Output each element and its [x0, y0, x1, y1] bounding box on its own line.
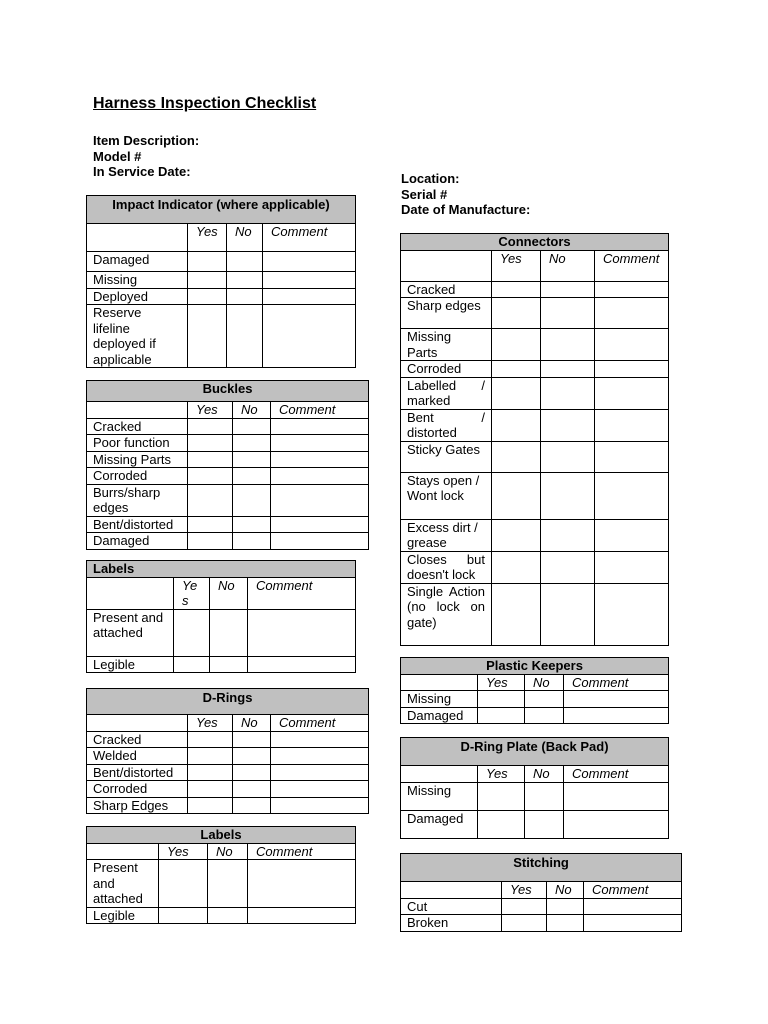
comment-cell[interactable] — [263, 272, 356, 289]
page-title: Harness Inspection Checklist — [93, 95, 317, 112]
yes-header: Yes — [502, 882, 547, 899]
row-label: Legible — [87, 656, 174, 673]
section-title: Connectors — [401, 234, 669, 251]
buckles-table — [86, 380, 369, 550]
comment-cell[interactable] — [271, 731, 369, 748]
no-cell[interactable] — [233, 516, 271, 533]
no-cell[interactable] — [541, 409, 595, 441]
yes-cell[interactable] — [174, 609, 210, 656]
no-header: No — [547, 882, 584, 899]
no-cell[interactable] — [208, 860, 248, 908]
no-cell[interactable] — [525, 810, 564, 838]
no-header: No — [208, 843, 248, 860]
comment-header: Comment — [248, 843, 356, 860]
yes-cell[interactable] — [478, 782, 525, 810]
no-cell[interactable] — [210, 656, 248, 673]
row-label: Cracked — [87, 731, 188, 748]
comment-cell[interactable] — [248, 860, 356, 908]
no-cell[interactable] — [541, 472, 595, 519]
no-cell[interactable] — [233, 418, 271, 435]
row-label: Corroded — [87, 781, 188, 798]
comment-header: Comment — [564, 674, 669, 691]
yes-cell[interactable] — [188, 516, 233, 533]
no-cell[interactable] — [541, 551, 595, 583]
comment-cell[interactable] — [271, 484, 369, 516]
item-fields — [93, 133, 199, 180]
row-label: Damaged — [401, 707, 478, 724]
yes-cell[interactable] — [492, 361, 541, 378]
comment-cell[interactable] — [564, 810, 669, 838]
no-cell[interactable] — [547, 915, 584, 932]
no-cell[interactable] — [233, 797, 271, 814]
no-cell[interactable] — [525, 691, 564, 708]
comment-cell[interactable] — [271, 468, 369, 485]
yes-cell[interactable] — [502, 915, 547, 932]
yes-header: Yes — [478, 766, 525, 783]
comment-header: Comment — [248, 577, 356, 609]
no-header: No — [227, 224, 263, 252]
stitching-table — [400, 853, 682, 932]
yes-cell[interactable] — [492, 298, 541, 329]
section-title: Plastic Keepers — [401, 658, 669, 675]
yes-cell[interactable] — [188, 418, 233, 435]
row-label: Present and attached — [87, 860, 159, 908]
yes-cell[interactable] — [492, 519, 541, 551]
yes-header: Yes — [174, 577, 210, 609]
item-description-label: Item Description: — [93, 133, 200, 148]
no-cell[interactable] — [541, 298, 595, 329]
no-cell[interactable] — [233, 748, 271, 765]
comment-cell[interactable] — [263, 288, 356, 305]
comment-header: Comment — [271, 715, 369, 732]
yes-cell[interactable] — [188, 435, 233, 452]
row-label: Bent / distorted — [401, 409, 492, 441]
impact-indicator-table — [86, 195, 356, 368]
comment-cell[interactable] — [248, 656, 356, 673]
yes-cell[interactable] — [159, 860, 208, 908]
row-label: Cut — [401, 898, 502, 915]
yes-cell[interactable] — [188, 484, 233, 516]
yes-cell[interactable] — [188, 533, 233, 550]
no-cell[interactable] — [541, 441, 595, 472]
row-label: Missing Parts — [401, 329, 492, 361]
row-label: Labelled / marked — [401, 377, 492, 409]
no-header: No — [210, 577, 248, 609]
comment-cell[interactable] — [564, 691, 669, 708]
yes-cell[interactable] — [478, 810, 525, 838]
row-label: Missing Parts — [87, 451, 188, 468]
yes-cell[interactable] — [492, 329, 541, 361]
d-rings-table — [86, 688, 369, 814]
connectors-table — [400, 233, 669, 646]
row-label: Cracked — [87, 418, 188, 435]
no-cell[interactable] — [233, 533, 271, 550]
comment-cell[interactable] — [263, 305, 356, 368]
comment-cell[interactable] — [595, 377, 669, 409]
no-cell[interactable] — [233, 435, 271, 452]
yes-cell[interactable] — [188, 748, 233, 765]
no-cell[interactable] — [541, 281, 595, 298]
section-title: Labels — [87, 561, 356, 578]
no-cell[interactable] — [525, 707, 564, 724]
row-label: Bent/distorted — [87, 764, 188, 781]
yes-cell[interactable] — [188, 252, 227, 272]
row-label: Damaged — [87, 252, 188, 272]
yes-header: Yes — [188, 224, 227, 252]
yes-cell[interactable] — [492, 409, 541, 441]
yes-cell[interactable] — [174, 656, 210, 673]
no-header: No — [233, 715, 271, 732]
comment-cell[interactable] — [564, 707, 669, 724]
row-label: Damaged — [401, 810, 478, 838]
comment-cell[interactable] — [271, 781, 369, 798]
comment-cell[interactable] — [248, 609, 356, 656]
comment-cell[interactable] — [271, 451, 369, 468]
section-title: Impact Indicator (where applicable) — [87, 196, 356, 224]
no-cell[interactable] — [233, 468, 271, 485]
row-label: Poor function — [87, 435, 188, 452]
comment-cell[interactable] — [271, 435, 369, 452]
no-cell[interactable] — [227, 305, 263, 368]
location-label: Location: — [401, 171, 460, 186]
model-label: Model # — [93, 148, 142, 164]
comment-cell[interactable] — [271, 418, 369, 435]
comment-cell[interactable] — [271, 748, 369, 765]
no-cell[interactable] — [541, 377, 595, 409]
row-label: Welded — [87, 748, 188, 765]
no-cell[interactable] — [541, 361, 595, 378]
yes-cell[interactable] — [159, 907, 208, 924]
yes-cell[interactable] — [188, 764, 233, 781]
no-cell[interactable] — [227, 272, 263, 289]
comment-cell[interactable] — [595, 441, 669, 472]
no-cell[interactable] — [541, 583, 595, 645]
yes-cell[interactable] — [492, 441, 541, 472]
comment-cell[interactable] — [248, 907, 356, 924]
yes-cell[interactable] — [188, 797, 233, 814]
yes-cell[interactable] — [188, 305, 227, 368]
comment-header: Comment — [271, 402, 369, 419]
row-label: Bent/distorted — [87, 516, 188, 533]
comment-cell[interactable] — [595, 551, 669, 583]
labels-table-1 — [86, 560, 356, 673]
no-cell[interactable] — [233, 731, 271, 748]
no-cell[interactable] — [233, 764, 271, 781]
row-label: Sticky Gates — [401, 441, 492, 472]
yes-header: Yes — [478, 674, 525, 691]
yes-header: Yes — [188, 715, 233, 732]
no-cell[interactable] — [233, 451, 271, 468]
date-of-manufacture-label: Date of Manufacture: — [401, 202, 531, 217]
row-label: Missing — [401, 782, 478, 810]
row-label: Single Action (no lock on gate) — [401, 583, 492, 645]
comment-cell[interactable] — [584, 898, 682, 915]
yes-cell[interactable] — [188, 781, 233, 798]
no-header: No — [541, 250, 595, 281]
yes-cell[interactable] — [188, 451, 233, 468]
no-header: No — [525, 674, 564, 691]
comment-cell[interactable] — [595, 519, 669, 551]
comment-cell[interactable] — [271, 533, 369, 550]
comment-header: Comment — [595, 250, 669, 281]
yes-cell[interactable] — [492, 377, 541, 409]
d-ring-plate-table — [400, 737, 669, 839]
comment-cell[interactable] — [595, 298, 669, 329]
row-label: Excess dirt / grease — [401, 519, 492, 551]
row-label: Stays open / Wont lock — [401, 472, 492, 519]
row-label: Corroded — [87, 468, 188, 485]
comment-header: Comment — [564, 766, 669, 783]
row-label: Corroded — [401, 361, 492, 378]
row-label: Burrs/sharp edges — [87, 484, 188, 516]
row-label: Legible — [87, 907, 159, 924]
section-title: Labels — [87, 827, 356, 844]
comment-cell[interactable] — [271, 764, 369, 781]
no-cell[interactable] — [233, 781, 271, 798]
comment-cell[interactable] — [584, 915, 682, 932]
comment-cell[interactable] — [595, 329, 669, 361]
yes-cell[interactable] — [492, 583, 541, 645]
serial-label: Serial # — [401, 186, 448, 202]
yes-cell[interactable] — [492, 472, 541, 519]
labels-table-2 — [86, 826, 356, 924]
no-cell[interactable] — [233, 484, 271, 516]
row-label: Deployed — [87, 288, 188, 305]
comment-cell[interactable] — [271, 516, 369, 533]
no-header: No — [525, 766, 564, 783]
row-label: Reserve lifeline deployed if applicable — [87, 305, 188, 368]
comment-header: Comment — [584, 882, 682, 899]
no-cell[interactable] — [541, 519, 595, 551]
yes-cell[interactable] — [492, 551, 541, 583]
comment-cell[interactable] — [271, 797, 369, 814]
yes-cell[interactable] — [478, 707, 525, 724]
yes-cell[interactable] — [502, 898, 547, 915]
no-header: No — [233, 402, 271, 419]
row-label: Missing — [401, 691, 478, 708]
no-cell[interactable] — [525, 782, 564, 810]
section-title: D-Rings — [87, 689, 369, 715]
row-label: Closes but doesn't lock — [401, 551, 492, 583]
no-cell[interactable] — [227, 252, 263, 272]
row-label: Damaged — [87, 533, 188, 550]
section-title: Stitching — [401, 854, 682, 882]
comment-header: Comment — [263, 224, 356, 252]
no-cell[interactable] — [227, 288, 263, 305]
row-label: Present and attached — [87, 609, 174, 656]
yes-cell[interactable] — [188, 731, 233, 748]
yes-cell[interactable] — [188, 468, 233, 485]
no-cell[interactable] — [208, 907, 248, 924]
comment-cell[interactable] — [595, 281, 669, 298]
in-service-date-label: In Service Date: — [93, 164, 191, 179]
row-label: Sharp edges — [401, 298, 492, 329]
manufacture-fields — [401, 171, 530, 218]
comment-cell[interactable] — [595, 361, 669, 378]
plastic-keepers-table — [400, 657, 669, 724]
section-title: D-Ring Plate (Back Pad) — [401, 738, 669, 766]
no-cell[interactable] — [541, 329, 595, 361]
comment-cell[interactable] — [595, 472, 669, 519]
no-cell[interactable] — [210, 609, 248, 656]
comment-cell[interactable] — [564, 782, 669, 810]
yes-cell[interactable] — [492, 281, 541, 298]
yes-cell[interactable] — [188, 272, 227, 289]
row-label: Missing — [87, 272, 188, 289]
yes-header: Yes — [159, 843, 208, 860]
row-label: Cracked — [401, 281, 492, 298]
yes-cell[interactable] — [188, 288, 227, 305]
comment-cell[interactable] — [263, 252, 356, 272]
comment-cell[interactable] — [595, 409, 669, 441]
section-title: Buckles — [87, 381, 369, 402]
row-label: Broken — [401, 915, 502, 932]
yes-header: Yes — [492, 250, 541, 281]
row-label: Sharp Edges — [87, 797, 188, 814]
comment-cell[interactable] — [595, 583, 669, 645]
yes-header: Yes — [188, 402, 233, 419]
no-cell[interactable] — [547, 898, 584, 915]
yes-cell[interactable] — [478, 691, 525, 708]
